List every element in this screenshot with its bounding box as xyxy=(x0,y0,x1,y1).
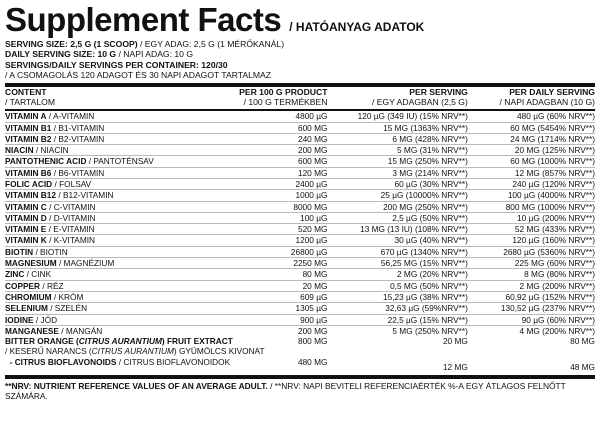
table-row xyxy=(5,258,595,269)
nutrient-name: COPPER / RÉZ xyxy=(5,280,214,291)
per-serving-value: 5 MG (31% NRV**) xyxy=(328,145,468,156)
per-serving-value: 6 MG (428% NRV**) xyxy=(328,133,468,144)
per-serving-value: 30 µG (40% NRV**) xyxy=(328,235,468,246)
per-serving-value: 15,23 µG (38% NRV**) xyxy=(328,291,468,302)
serving-size-hu: / EGY ADAG: 2,5 G (1 MÉRŐKANÁL) xyxy=(140,39,285,49)
per-daily-value: 52 MG (433% NRV**) xyxy=(469,224,595,235)
table-row xyxy=(5,314,595,325)
per100-value: 1305 µG xyxy=(214,303,329,314)
per-serving-value: 3 MG (214% NRV**) xyxy=(328,167,468,178)
per-daily-value: 130,52 µG (237% NRV**) xyxy=(469,303,595,314)
daily-serving-size-hu: / NAPI ADAG: 10 G xyxy=(118,49,194,60)
table-row xyxy=(5,246,595,257)
page-title: Supplement Facts xyxy=(5,1,282,38)
per-serving-value: 2 MG (20% NRV**) xyxy=(328,269,468,280)
per-serving-value: 15 MG (250% NRV**) xyxy=(328,156,468,167)
per100-value: 609 µG xyxy=(214,291,329,302)
bioflavonoids-per100: 480 MG xyxy=(297,356,328,367)
servings-per-container: SERVINGS/DAILY SERVINGS PER CONTAINER: 120/30 xyxy=(5,59,228,70)
bitter-orange-hu: / KESERŰ NARANCS (CITRUS AURANTIUM) GYÜMÖLCS KIVONAT xyxy=(5,346,265,357)
footnote-en: **NRV: NUTRIENT REFERENCE VALUES OF AN AVERAGE ADULT. xyxy=(5,381,268,392)
daily-serving-size: DAILY SERVING SIZE: 10 G xyxy=(5,49,117,60)
per100-value: 1000 µG xyxy=(214,190,329,201)
per-daily-value: 60 MG (5454% NRV**) xyxy=(469,122,595,133)
nutrient-name: BIOTIN / BIOTIN xyxy=(5,246,214,257)
table-row xyxy=(5,122,595,133)
per-daily-value: 4 MG (200% NRV**) xyxy=(519,325,595,336)
per-daily-value: 240 µG (120% NRV**) xyxy=(469,179,595,190)
bioflavonoids-name: - CITRUS BIOFLAVONOIDS / CITRUS BIOFLAVONOIDOK xyxy=(9,356,231,367)
footnote xyxy=(5,381,595,402)
per-serving-value: 60 µG (30% NRV**) xyxy=(328,179,468,190)
per-daily-value: 60 MG (1000% NRV**) xyxy=(469,156,595,167)
col-header-daily: PER DAILY SERVING xyxy=(509,86,595,97)
per-serving-value: 15 MG (1363% NRV**) xyxy=(328,122,468,133)
serving-info xyxy=(5,39,595,81)
table-row xyxy=(5,179,595,190)
per-daily-value: 12 MG (857% NRV**) xyxy=(469,167,595,178)
per-daily-value: 120 µG (160% NRV**) xyxy=(469,235,595,246)
nutrient-name: NIACIN / NIACIN xyxy=(5,145,214,156)
per-daily-value: 8 MG (80% NRV**) xyxy=(469,269,595,280)
table-row xyxy=(5,133,595,144)
nutrient-name: VITAMIN B12 / B12-VITAMIN xyxy=(5,190,214,201)
table-row xyxy=(5,291,595,302)
nutrient-name: PANTOTHENIC ACID / PANTOTÉNSAV xyxy=(5,156,214,167)
nutrient-rows xyxy=(5,111,595,336)
col-header-content: CONTENT xyxy=(5,86,47,97)
per100-value: 200 MG xyxy=(214,145,329,156)
per100-value: 4800 µG xyxy=(214,111,329,122)
per-daily-value: 60,92 µG (152% NRV**) xyxy=(469,291,595,302)
per-daily-value: 90 µG (60% NRV**) xyxy=(469,314,595,325)
title-row xyxy=(5,2,595,38)
bitter-orange-serving: 20 MG xyxy=(442,336,468,347)
table-row xyxy=(5,190,595,201)
table-row xyxy=(5,269,595,280)
header-row-hu xyxy=(5,97,595,107)
page-subtitle: / HATÓANYAG ADATOK xyxy=(289,20,425,34)
nutrient-name: VITAMIN E / E-VITAMIN xyxy=(5,224,214,235)
servings-per-container-line xyxy=(5,60,595,70)
table-row xyxy=(5,167,595,178)
per-serving-value: 13 MG (13 IU) (108% NRV**) xyxy=(328,224,468,235)
per100-value: 600 MG xyxy=(214,156,329,167)
col-header-per100-hu: / 100 G TERMÉKBEN xyxy=(243,96,328,107)
nutrient-name: FOLIC ACID / FOLSAV xyxy=(5,179,214,190)
per-serving-value: 25 µG (10000% NRV**) xyxy=(328,190,468,201)
nutrient-name: MANGANESE / MANGÁN xyxy=(5,325,103,336)
nutrient-name: VITAMIN D / D-VITAMIN xyxy=(5,212,214,223)
bitter-orange-hu-row xyxy=(5,346,595,356)
col-header-daily-hu: / NAPI ADAGBAN (10 G) xyxy=(499,96,595,107)
bitter-orange-name: BITTER ORANGE (CITRUS AURANTIUM) FRUIT EXTRACT xyxy=(5,336,233,347)
per-daily-value: 10 µG (200% NRV**) xyxy=(469,212,595,223)
per-serving-value: 5 MG (250% NRV**) xyxy=(392,325,468,336)
per100-value: 80 MG xyxy=(214,269,329,280)
per-serving-value: 0,5 MG (50% NRV**) xyxy=(328,280,468,291)
per-serving-value: 670 µG (1340% NRV**) xyxy=(328,246,468,257)
nutrient-name: IODINE / JÓD xyxy=(5,314,214,325)
nutrient-name: MAGNESIUM / MAGNÉZIUM xyxy=(5,258,214,269)
per-serving-value: 2,5 µG (50% NRV**) xyxy=(328,212,468,223)
per100-value: 900 µG xyxy=(214,314,329,325)
footnote-hu: / **NRV: NAPI BEVITELI REFERENCIAÉRTÉK %-A EGY ÁTLAGOS FELNŐTT SZÁMÁRA. xyxy=(5,381,566,402)
nutrient-name: VITAMIN B1 / B1-VITAMIN xyxy=(5,122,214,133)
bioflavonoids-row xyxy=(5,357,595,372)
serving-size-line xyxy=(5,39,595,49)
per100-value: 2250 MG xyxy=(214,258,329,269)
per-daily-value: 225 MG (60% NRV**) xyxy=(469,258,595,269)
table-row xyxy=(5,303,595,314)
table-row xyxy=(5,224,595,235)
per-daily-value: 2 MG (200% NRV**) xyxy=(469,280,595,291)
nutrient-name: VITAMIN A / A-VITAMIN xyxy=(5,111,214,122)
per-serving-value: 32,63 µG (59%NRV**) xyxy=(328,303,468,314)
nutrient-name: VITAMIN B6 / B6-VITAMIN xyxy=(5,167,214,178)
bitter-orange-row xyxy=(5,336,595,346)
divider-footer xyxy=(5,375,595,379)
per-serving-value: 22,5 µG (15% NRV**) xyxy=(328,314,468,325)
table-row xyxy=(5,201,595,212)
table-row xyxy=(5,145,595,156)
per-daily-value: 24 MG (1714% NRV**) xyxy=(469,133,595,144)
table-row xyxy=(5,325,595,336)
per100-value: 240 MG xyxy=(214,133,329,144)
per100-value: 20 MG xyxy=(214,280,329,291)
per-daily-value: 100 µG (4000% NRV**) xyxy=(469,190,595,201)
daily-serving-line xyxy=(5,49,595,59)
per-daily-value: 2680 µG (5360% NRV**) xyxy=(469,246,595,257)
per-serving-value: 200 MG (250% NRV**) xyxy=(328,201,468,212)
per100-value: 120 MG xyxy=(214,167,329,178)
per100-value: 8000 MG xyxy=(214,201,329,212)
per-daily-value: 480 µG (60% NRV**) xyxy=(469,111,595,122)
table-row xyxy=(5,235,595,246)
header-row-en xyxy=(5,87,595,97)
serving-size: SERVING SIZE: 2,5 G (1 SCOOP) xyxy=(5,39,138,49)
table-row xyxy=(5,156,595,167)
nutrient-name: VITAMIN C / C-VITAMIN xyxy=(5,201,214,212)
per-serving-value: 120 µG (349 IU) (15% NRV**) xyxy=(328,111,468,122)
facts-table xyxy=(5,87,595,108)
servings-per-container-hu: / A CSOMAGOLÁS 120 ADAGOT ÉS 30 NAPI ADAGOT TARTALMAZ xyxy=(5,70,272,81)
extract-table xyxy=(5,336,595,372)
col-header-serving: PER SERVING xyxy=(409,86,468,97)
per100-value: 1200 µG xyxy=(214,235,329,246)
per100-value: 600 MG xyxy=(214,122,329,133)
per100-value: 26800 µG xyxy=(214,246,329,257)
per100-value: 200 MG xyxy=(297,325,328,336)
bitter-orange-per100: 800 MG xyxy=(297,336,328,347)
table-row xyxy=(5,280,595,291)
nutrient-name: ZINC / CINK xyxy=(5,269,214,280)
nutrient-name: SELENIUM / SZELÉN xyxy=(5,303,214,314)
col-header-content-hu: / TARTALOM xyxy=(5,96,55,107)
nutrient-name: CHROMIUM / KRÓM xyxy=(5,291,214,302)
nutrient-table xyxy=(5,111,595,336)
col-header-serving-hu: / EGY ADAGBAN (2,5 G) xyxy=(372,96,468,107)
per100-value: 2400 µG xyxy=(214,179,329,190)
per-daily-value: 20 MG (125% NRV**) xyxy=(469,145,595,156)
per100-value: 100 µG xyxy=(214,212,329,223)
per100-value: 520 MG xyxy=(214,224,329,235)
bioflavonoids-daily: 48 MG xyxy=(570,361,595,372)
col-header-per100: PER 100 G PRODUCT xyxy=(239,86,328,97)
bioflavonoids-serving: 12 MG xyxy=(442,361,468,372)
per-serving-value: 56,25 MG (15% NRV**) xyxy=(328,258,468,269)
table-row xyxy=(5,212,595,223)
table-row xyxy=(5,111,595,122)
per-daily-value: 800 MG (1000% NRV**) xyxy=(469,201,595,212)
nutrient-name: VITAMIN K / K-VITAMIN xyxy=(5,235,214,246)
bitter-orange-daily: 80 MG xyxy=(570,336,595,347)
nutrient-name: VITAMIN B2 / B2-VITAMIN xyxy=(5,133,214,144)
